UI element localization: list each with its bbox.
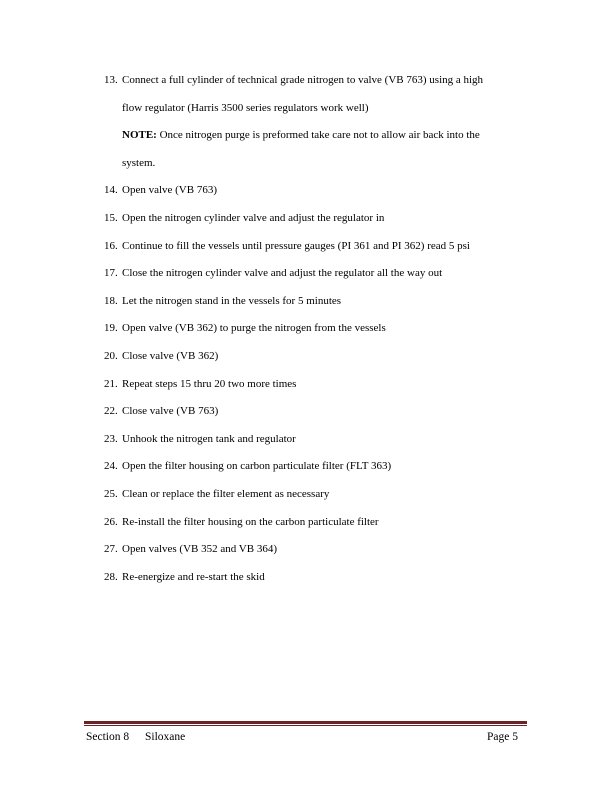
step-19 xyxy=(104,321,534,335)
step-text: Open valve (VB 763) xyxy=(122,184,218,197)
note xyxy=(104,128,534,142)
step-number: 23. xyxy=(104,432,118,445)
step-13 xyxy=(104,73,534,87)
step-text: Open valve (VB 362) to purge the nitrogen from the vessels xyxy=(122,322,386,335)
step-17 xyxy=(104,266,534,280)
step-text: Open the nitrogen cylinder valve and adjust the regulator in xyxy=(122,211,385,224)
step-number: 18. xyxy=(104,294,118,307)
step-text: Clean or replace the filter element as necessary xyxy=(122,487,330,500)
step-text: Let the nitrogen stand in the vessels for 5 minutes xyxy=(122,294,342,307)
step-number: 15. xyxy=(104,211,118,224)
step-number: 17. xyxy=(104,267,118,280)
step-text: Close valve (VB 763) xyxy=(122,405,219,418)
step-22 xyxy=(104,404,534,418)
step-number: 13. xyxy=(104,74,118,86)
step-number: 14. xyxy=(104,184,118,197)
note-text: system. xyxy=(122,156,156,169)
step-text: Unhook the nitrogen tank and regulator xyxy=(122,432,296,445)
step-text: Re-energize and re-start the skid xyxy=(122,570,265,583)
step-number: 27. xyxy=(104,543,118,556)
step-15 xyxy=(104,211,534,225)
note-label: NOTE: xyxy=(122,129,157,142)
footer-rule-thin xyxy=(84,725,527,726)
step-23 xyxy=(104,432,534,446)
footer-rule-thick xyxy=(84,721,527,724)
step-number: 20. xyxy=(104,349,118,362)
step-text: Re-install the filter housing on the carbon particulate filter xyxy=(122,515,379,528)
step-number: 16. xyxy=(104,239,118,252)
step-number: 25. xyxy=(104,487,118,500)
step-text: Continue to fill the vessels until pressure gauges (PI 361 and PI 362) read 5 psi xyxy=(122,239,470,252)
step-number: 24. xyxy=(104,460,118,473)
step-text: Close valve (VB 362) xyxy=(122,349,219,362)
step-text: flow regulator (Harris 3500 series regulators work well) xyxy=(122,101,369,114)
step-24 xyxy=(104,459,534,473)
step-18 xyxy=(104,294,534,308)
footer-section: Section 8 xyxy=(86,731,130,743)
procedure-steps xyxy=(104,73,534,597)
step-number: 21. xyxy=(104,377,118,390)
page-number: Page 5 xyxy=(487,731,518,743)
step-text: Repeat steps 15 thru 20 two more times xyxy=(122,377,297,390)
step-text: Connect a full cylinder of technical grade nitrogen to valve (VB 763) using a high xyxy=(122,74,484,86)
step-28 xyxy=(104,570,534,584)
step-13-continuation xyxy=(104,101,534,115)
step-16 xyxy=(104,239,534,253)
note-continuation xyxy=(104,156,534,170)
step-27 xyxy=(104,542,534,556)
step-number: 19. xyxy=(104,322,118,335)
step-14 xyxy=(104,183,534,197)
step-text: Open the filter housing on carbon particulate filter (FLT 363) xyxy=(122,460,392,473)
footer-title: Siloxane xyxy=(145,731,186,743)
step-number: 22. xyxy=(104,405,118,418)
step-21 xyxy=(104,377,534,391)
step-25 xyxy=(104,487,534,501)
step-20 xyxy=(104,349,534,363)
step-text: Open valves (VB 352 and VB 364) xyxy=(122,543,277,556)
note-text: Once nitrogen purge is preformed take care not to allow air back into the xyxy=(156,129,480,142)
step-26 xyxy=(104,515,534,529)
page-footer xyxy=(86,730,518,744)
step-number: 28. xyxy=(104,570,118,583)
step-number: 26. xyxy=(104,515,118,528)
step-text: Close the nitrogen cylinder valve and adjust the regulator all the way out xyxy=(122,267,443,280)
